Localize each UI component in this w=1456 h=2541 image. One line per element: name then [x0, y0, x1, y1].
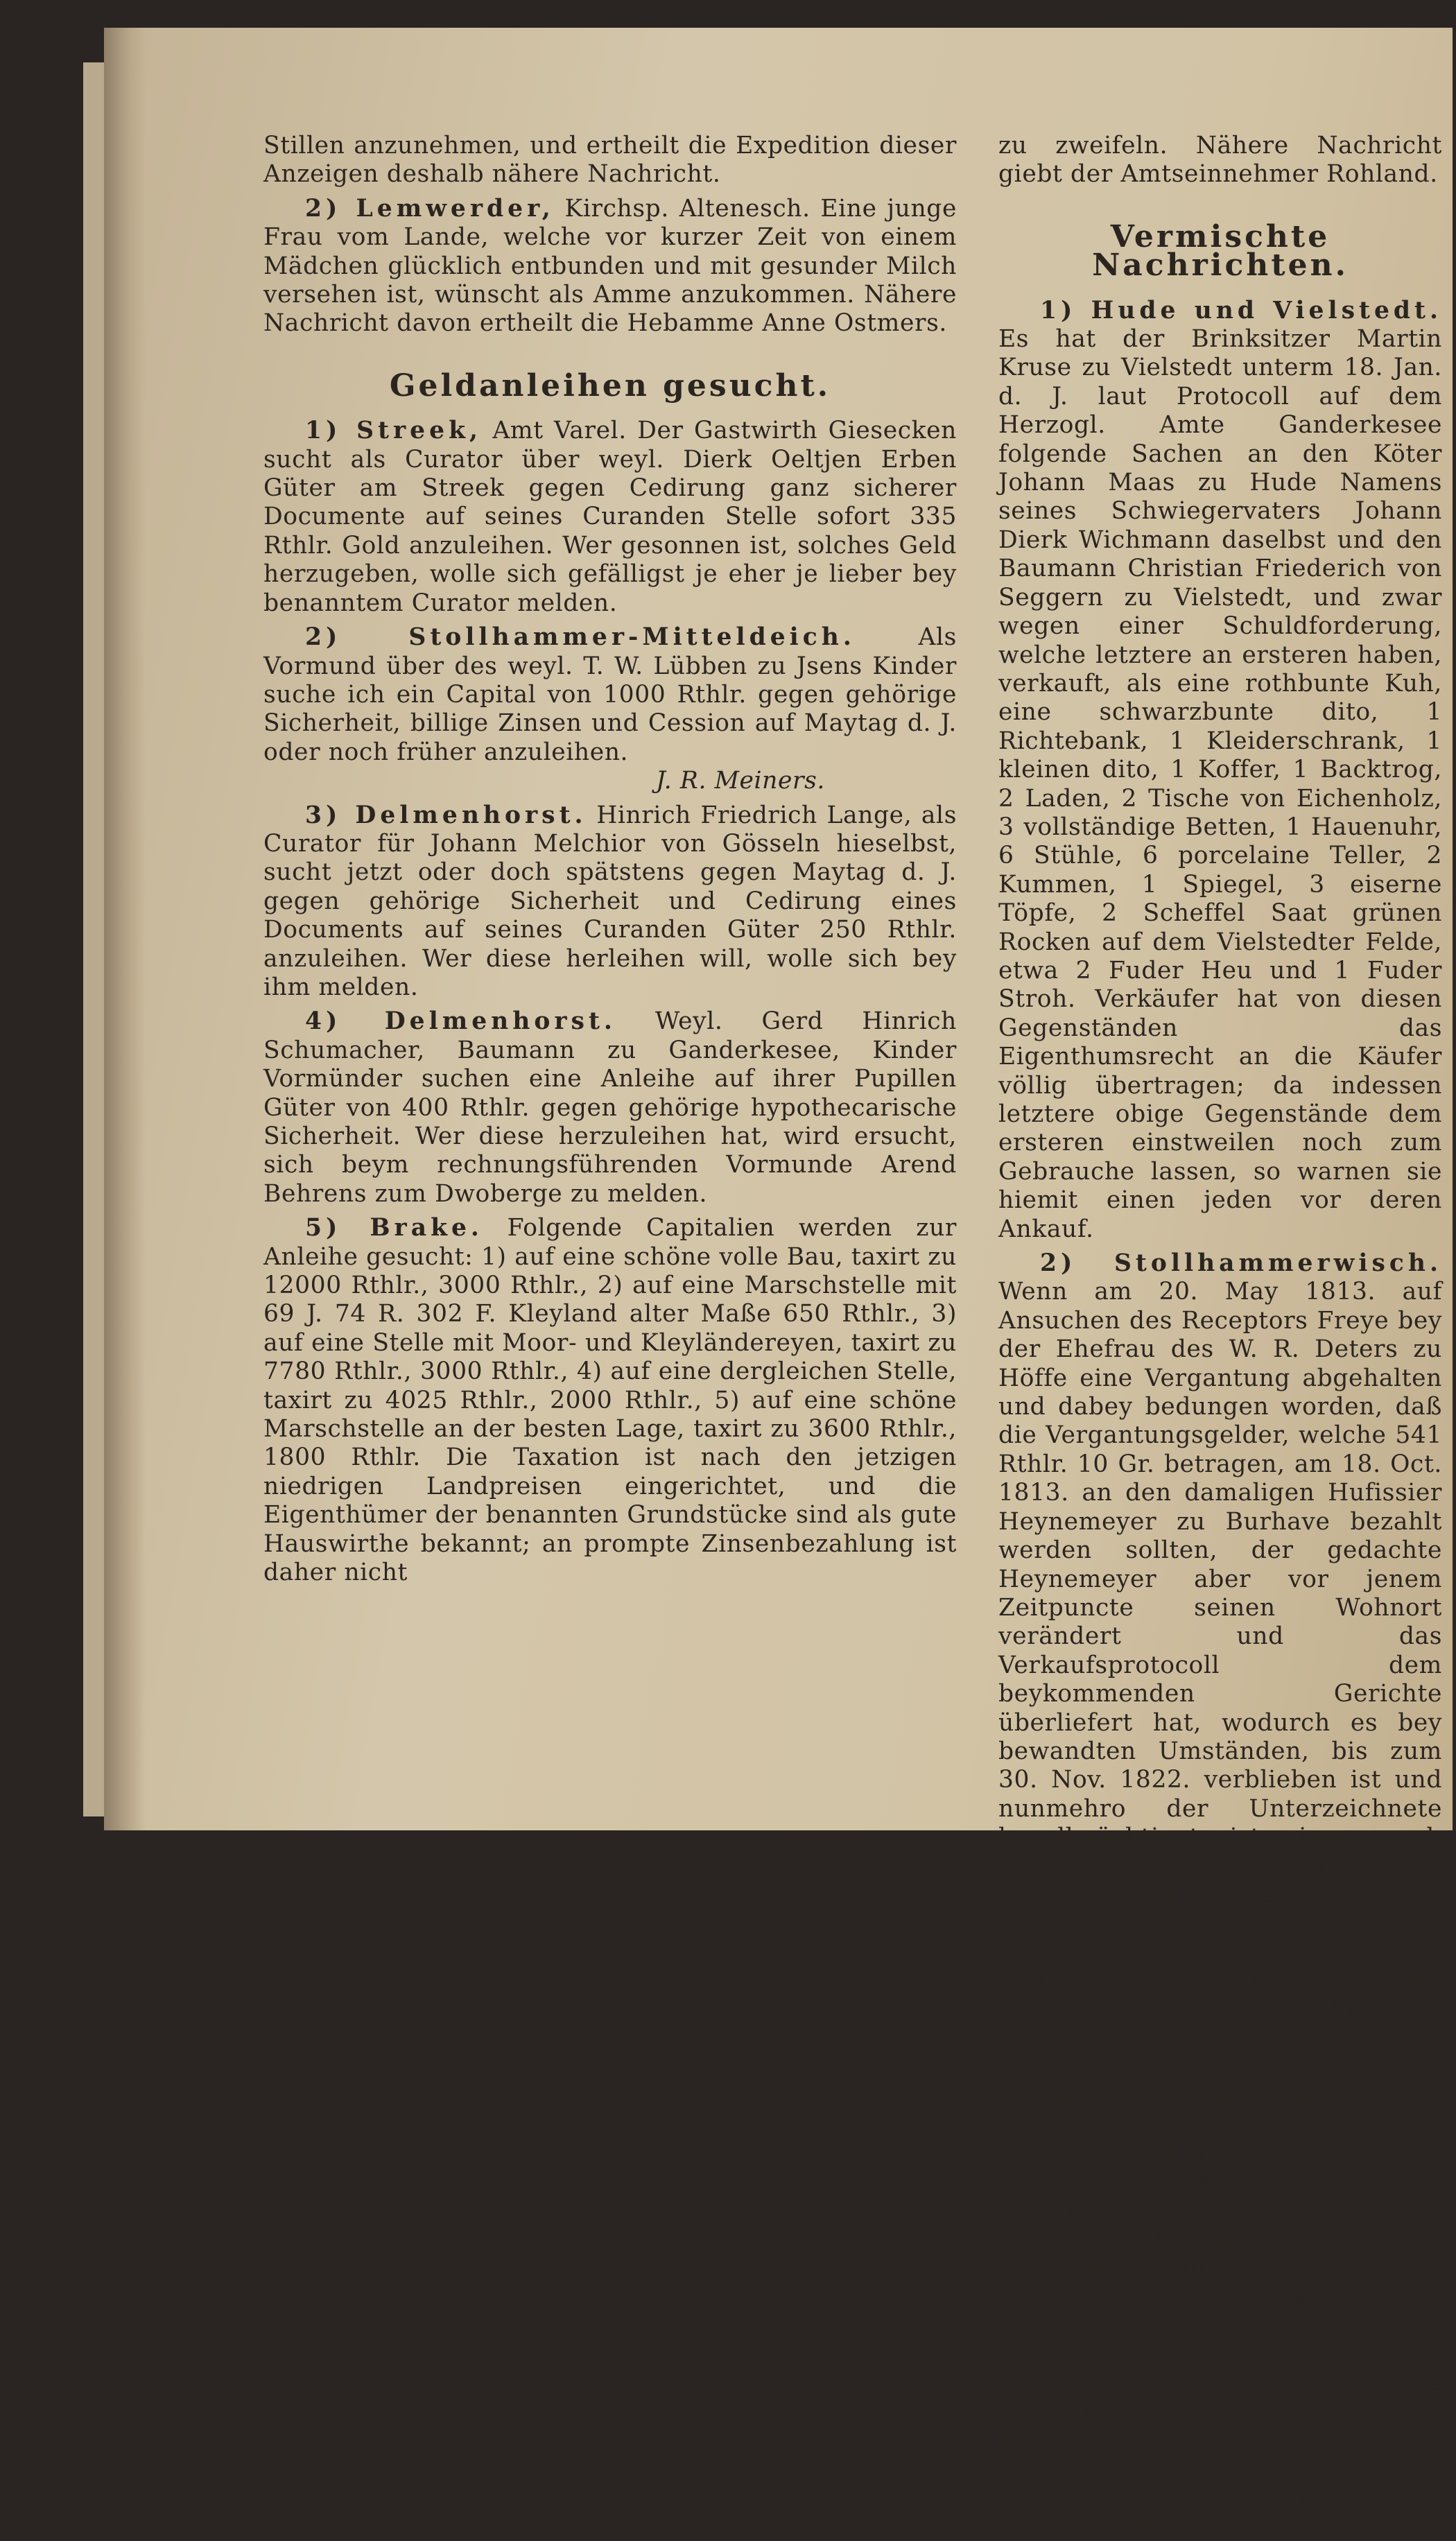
binding-gutter	[104, 28, 146, 1830]
notice-hude-vielstedt: 1) Hude und Vielstedt. Es hat der Brinksitzer Martin Kruse zu Vielstedt unterm 18. Jan. d. J. laut Protocoll auf dem Herzogl. Amte Ganderkesee folgende Sachen an den Köter Johann Maas zu Hude Namens seines Schwiegervaters Johann Dierk Wichmann daselbst und den Baumann Christian Friederich von Seggern zu Vielstedt, und zwar wegen einer Schuldforderung, welche letztere an ersteren haben, verkauft, als eine rothbunte Kuh, eine schwarzbunte dito, 1 Richtebank, 1 Kleiderschrank, 1 kleinen dito, 1 Koffer, 1 Backtrog, 2 Laden, 2 Tische von Eichenholz, 3 vollständige Betten, 1 Hauenuhr, 6 Stühle, 6 porcelaine Teller, 2 Kummen, 1 Spiegel, 3 eiserne Töpfe, 2 Scheffel Saat grünen Rocken auf dem Vielstedter Felde, etwa 2 Fuder Heu und 1 Fuder Stroh. Verkäufer hat von diesen Gegenständen das Eigenthumsrecht an die Käufer völlig übertragen; da indessen letztere obige Gegenstände dem ersteren einstweilen noch zum Gebrauche lassen, so warnen sie hiemit einen jeden vor deren Ankauf.	[998, 296, 1442, 1243]
newspaper-page	[104, 28, 1453, 2540]
signature-meiners: J. R. Meiners.	[656, 767, 825, 795]
continued-paragraph-right: zu zweifeln. Nähere Nachricht giebt der Amtseinnehmer Rohland.	[998, 132, 1442, 189]
continued-paragraph: Stillen anzunehmen, und ertheilt die Expedition dieser Anzeigen deshalb nähere Nachricht.	[263, 132, 957, 189]
notice-stollhammer-mitteldeich: 2) Stollhammer-Mitteldeich. Als Vormund über des weyl. T. W. Lübben zu Jsens Kinder suche ich ein Capital von 1000 Rthlr. gegen gehörige Sicherheit, billige Zinsen und Cession auf Maytag d. J. oder noch früher anzuleihen.	[263, 623, 957, 766]
left-column	[263, 132, 957, 1588]
section-heading-vermischte: Vermischte Nachrichten.	[1092, 218, 1349, 284]
notice-lemwerder: 2) Lemwerder, Kirchsp. Altenesch. Eine junge Frau vom Lande, welche vor kurzer Zeit von einem Mädchen glücklich entbunden und mit gesunder Milch versehen ist, wünscht als Amme anzukommen. Nähere Nachricht davon ertheilt die Hebamme Anne Ostmers.	[263, 194, 957, 338]
notice-delmenhorst-2: 4) Delmenhorst. Weyl. Gerd Hinrich Schumacher, Baumann zu Ganderkesee, Kinder Vormünder suchen eine Anleihe auf ihrer Pupillen Güter von 400 Rthlr. gegen gehörige hypothecarische Sicherheit. Wer diese herzuleihen hat, wird ersucht, sich beym rechnungsführenden Vormunde Arend Behrens zum Dwoberge zu melden.	[263, 1007, 957, 1208]
notice-streek: 1) Streek, Amt Varel. Der Gastwirth Giesecken sucht als Curator über weyl. Dierk Oeltjen Erben Güter am Streek gegen Cedirung ganz sicherer Documente auf seines Curanden Stelle sofort 335 Rthlr. Gold anzuleihen. Wer gesonnen ist, solches Geld herzugeben, wolle sich gefälligst je eher je lieber bey benanntem Curator melden.	[263, 417, 957, 617]
section-heading-geldanleihen: Geldanleihen gesucht.	[389, 367, 831, 404]
notice-stollhammerwisch: 2) Stollhammerwisch. Wenn am 20. May 1813. auf Ansuchen des Receptors Freye bey der Ehefrau des W. R. Deters zu Höffe eine Vergantung abgehalten und dabey bedungen worden, daß die Vergantungsgelder, welche 541 Rthlr. 10 Gr. betragen, am 18. Oct. 1813. an den damaligen Hufissier Heynemeyer zu Burhave bezahlt werden sollten, der gedachte Heynemeyer aber vor jenem Zeitpuncte seinen Wohnort verändert und das Verkaufsprotocoll dem beykommenden Gerichte überliefert hat, wodurch es bey bewandten Umständen, bis zum 30. Nov. 1822. verblieben ist und nunmehro der Unterzeichnete bevollmächtiget ist, jene noch rückständigen Vergantungsgelder mit Zinsen zu erheben; so werden alle diejenigen, die wegen jener Vergantung noch etwas restiren, und deshalb jetzt ihre Rechnungen erhalten werden, hiedurch aufgefordert, die desfälligen Beträge gegen den 28. Febr. d. J. zu berichtigen, weil nach Ablauf dieses Termins alle Rückstände, ohne Ansehen der Person, eingeklagt werden. Wer an obgedachten Heynemeyer etwa schon bezahlt haben sollte, hat die empfangene Quittung vorzuzeigen, oder sich die durch die Einklage veranlaßten Kosten selbst beyzumessen. Zu Hebungstagen ist der Sonnabend jeder Woche bestimmt; wer an den anderen Wochentagen Zahlungen zu leisten beabsichtiget, darf sich dann mit jedoch erst des Nachmittags nach 4 Uhr melden,	[998, 1249, 1442, 2540]
notice-delmenhorst-1: 3) Delmenhorst. Hinrich Friedrich Lange, als Curator für Johann Melchior von Gösseln hieselbst, sucht jetzt oder doch spätstens gegen Maytag d. J. gegen gehörige Sicherheit und Cedirung eines Documents auf seines Curanden Güter 250 Rthlr. anzuleihen. Wer diese herleihen will, wolle sich bey ihm melden.	[263, 801, 957, 1001]
notice-brake: 5) Brake. Folgende Capitalien werden zur Anleihe gesucht: 1) auf eine schöne volle Bau, taxirt zu 12000 Rthlr., 3000 Rthlr., 2) auf eine Marschstelle mit 69 J. 74 R. 302 F. Kleyland alter Maße 650 Rthlr., 3) auf eine Stelle mit Moor- und Kleyländereyen, taxirt zu 7780 Rthlr., 3000 Rthlr., 4) auf eine dergleichen Stelle, taxirt zu 4025 Rthlr., 2000 Rthlr., 5) auf eine schöne Marschstelle an der besten Lage, taxirt zu 3600 Rthlr., 1800 Rthlr. Die Taxation ist nach den jetzigen niedrigen Landpreisen eingerichtet, und die Eigenthümer der benannten Grundstücke sind als gute Hauswirthe bekannt; an prompte Zinsenbezahlung ist daher nicht	[263, 1214, 957, 1587]
right-column	[998, 132, 1442, 2541]
